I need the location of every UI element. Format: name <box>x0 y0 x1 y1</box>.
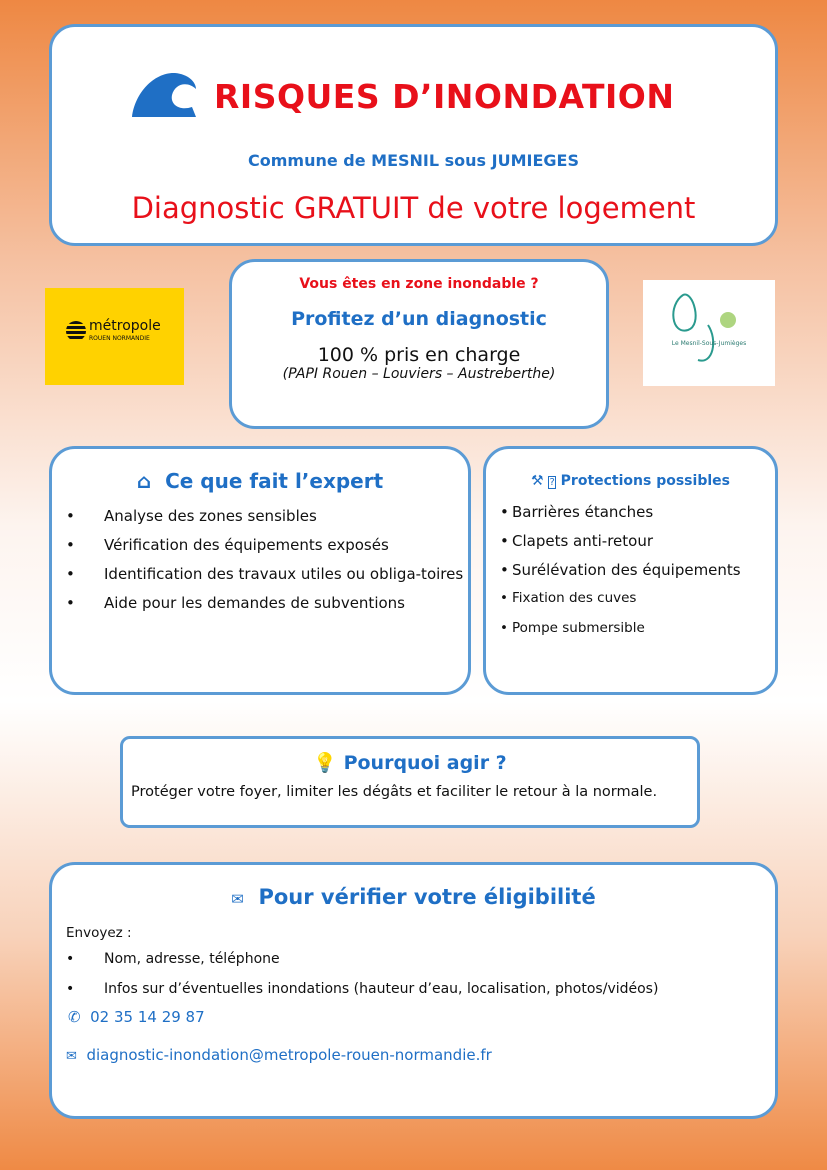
list-item: • Nom, adresse, téléphone <box>52 951 775 967</box>
subtitle: Diagnostic GRATUIT de votre logement <box>131 191 696 225</box>
contact-intro: Envoyez : <box>66 925 132 941</box>
email-icon: ✉ <box>66 1049 77 1064</box>
header-box <box>49 24 778 246</box>
why-title-text: Pourquoi agir ? <box>343 752 507 774</box>
wave-icon <box>130 67 200 119</box>
email-link[interactable]: diagnostic-inondation@metropole-rouen-normandie.fr <box>86 1046 492 1064</box>
list-item: • Analyse des zones sensibles <box>52 507 468 525</box>
protections-box <box>483 446 778 695</box>
why-text: Protéger votre foyer, limiter les dégâts et faciliter le retour à la normale. <box>131 784 658 800</box>
list-item: • Barrières étanches <box>498 503 775 521</box>
phone-link[interactable]: 02 35 14 29 87 <box>90 1008 205 1026</box>
phone-row <box>68 1008 775 1026</box>
commune-logo <box>643 280 775 386</box>
page-title: RISQUES D’INONDATION <box>214 77 675 116</box>
metropole-logo-sub: ROUEN NORMANDIE <box>89 335 150 342</box>
metropole-logo-mark <box>66 321 86 341</box>
offer-question: Vous êtes en zone inondable ? <box>299 276 539 292</box>
expert-box <box>49 446 471 695</box>
commune-name: Commune de MESNIL sous JUMIEGES <box>248 151 579 170</box>
list-item: • Aide pour les demandes de subventions <box>52 594 468 612</box>
offer-headline: Profitez d’un diagnostic <box>291 308 547 330</box>
missing-glyph-icon: ? <box>549 477 555 488</box>
why-title <box>123 751 697 774</box>
email-row <box>66 1046 775 1064</box>
lightbulb-icon: 💡 <box>313 752 337 774</box>
list-item: • Clapets anti-retour <box>498 532 775 550</box>
list-item: • Infos sur d’éventuelles inondations (hauteur d’eau, localisation, photos/vidéos) <box>52 981 775 997</box>
list-item: • Pompe submersible <box>498 620 775 636</box>
commune-logo-mark <box>663 285 753 365</box>
commune-logo-text: Le Mesnil-Sous-Jumièges <box>671 340 747 347</box>
offer-program: (PAPI Rouen – Louviers – Austreberthe) <box>282 366 556 382</box>
offer-box <box>229 259 609 429</box>
metropole-logo <box>45 288 184 385</box>
contact-box <box>49 862 778 1119</box>
why-box <box>120 736 700 828</box>
offer-coverage: 100 % pris en charge <box>317 344 521 366</box>
expert-title-text: Ce que fait l’expert <box>165 469 384 493</box>
home-icon: ⌂ <box>136 469 152 493</box>
list-item: • Fixation des cuves <box>498 590 775 606</box>
expert-title <box>52 469 468 493</box>
phone-icon: ✆ <box>68 1008 81 1026</box>
list-item: • Vérification des équipements exposés <box>52 536 468 554</box>
protections-title <box>486 473 775 489</box>
protections-title-text: Protections possibles <box>560 473 730 489</box>
metropole-logo-name: métropole <box>89 318 161 334</box>
mail-icon: ✉ <box>231 890 244 908</box>
contact-title-text: Pour vérifier votre éligibilité <box>258 885 596 909</box>
list-item: • Identification des travaux utiles ou obliga-toires <box>52 565 468 583</box>
contact-title <box>52 885 775 909</box>
list-item: • Surélévation des équipements <box>498 561 775 579</box>
tools-icon: ⚒ <box>531 473 544 489</box>
